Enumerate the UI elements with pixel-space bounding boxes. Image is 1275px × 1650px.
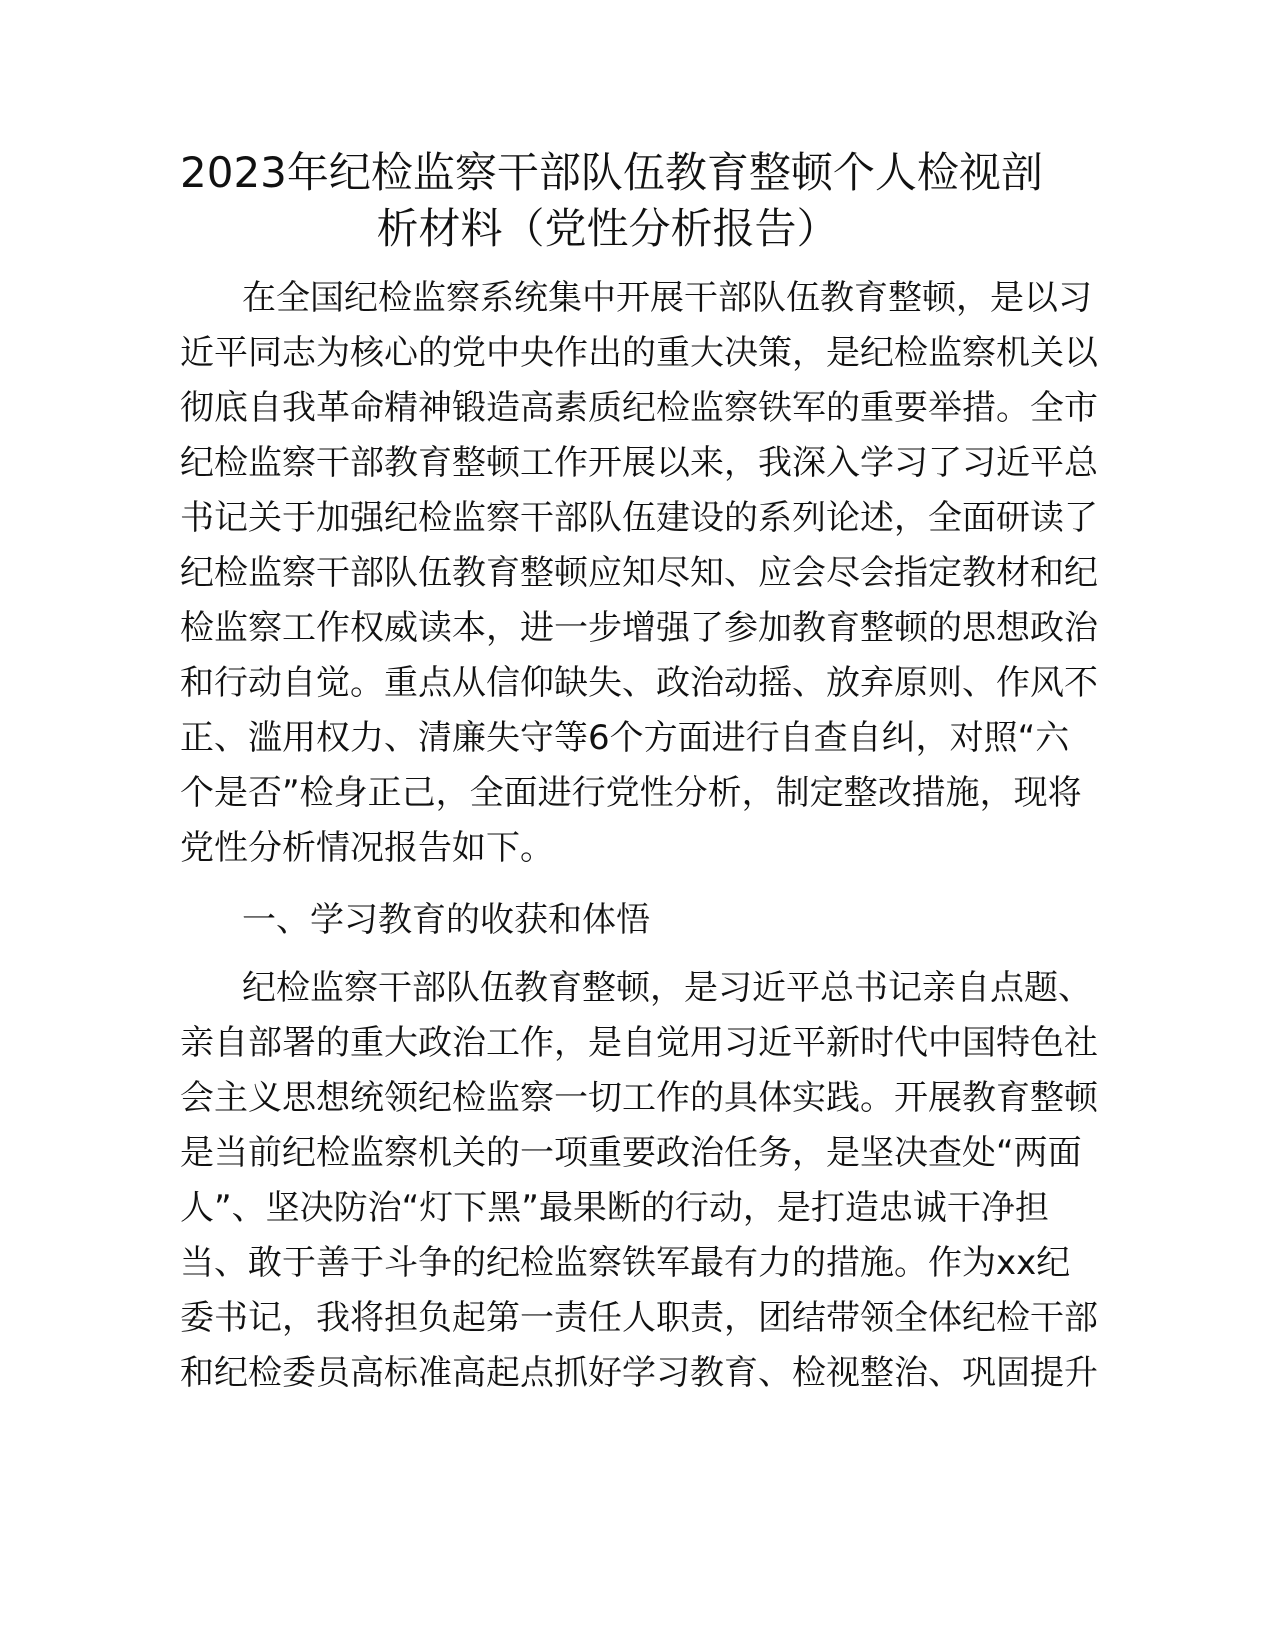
paragraph-line: 检监察工作权威读本，进一步增强了参加教育整顿的思想政治 xyxy=(180,608,1098,648)
paragraph-line: 委书记，我将担负起第一责任人职责，团结带领全体纪检干部 xyxy=(180,1298,1098,1338)
title-line-1: 2023年纪检监察干部队伍教育整顿个人检视剖 xyxy=(180,148,1043,197)
paragraph-line: 和纪检委员高标准高起点抓好学习教育、检视整治、巩固提升 xyxy=(180,1353,1098,1393)
paragraph-line: 人”、坚决防治“灯下黑”最果断的行动，是打造忠诚干净担 xyxy=(180,1188,1049,1228)
paragraph-line: 书记关于加强纪检监察干部队伍建设的系列论述，全面研读了 xyxy=(180,498,1098,538)
document-title xyxy=(180,145,1043,257)
paragraph-line: 和行动自觉。重点从信仰缺失、政治动摇、放弃原则、作风不 xyxy=(180,663,1098,703)
title-line-2: 析材料（党性分析报告） xyxy=(376,204,839,253)
paragraph-line: 会主义思想统领纪检监察一切工作的具体实践。开展教育整顿 xyxy=(180,1078,1098,1118)
paragraph-intro xyxy=(180,271,1098,876)
paragraph-learning xyxy=(180,961,1098,1401)
paragraph-line: 纪检监察干部队伍教育整顿，是习近平总书记亲自点题、 xyxy=(242,968,1092,1008)
document-body xyxy=(180,271,1098,1401)
paragraph-line: 纪检监察干部教育整顿工作开展以来，我深入学习了习近平总 xyxy=(180,443,1098,483)
paragraph-line: 近平同志为核心的党中央作出的重大决策，是纪检监察机关以 xyxy=(180,333,1098,373)
paragraph-line: 党性分析情况报告如下。 xyxy=(180,828,554,868)
paragraph-line: 个是否”检身正己，全面进行党性分析，制定整改措施，现将 xyxy=(180,773,1082,813)
paragraph-line: 亲自部署的重大政治工作，是自觉用习近平新时代中国特色社 xyxy=(180,1023,1098,1063)
paragraph-line: 纪检监察干部队伍教育整顿应知尽知、应会尽会指定教材和纪 xyxy=(180,553,1098,593)
paragraph-line: 正、滥用权力、清廉失守等6个方面进行自查自纠，对照“六 xyxy=(180,718,1070,758)
paragraph-line: 彻底自我革命精神锻造高素质纪检监察铁军的重要举措。全市 xyxy=(180,388,1098,428)
paragraph-line: 在全国纪检监察系统集中开展干部队伍教育整顿，是以习 xyxy=(242,278,1092,318)
paragraph-line: 当、敢于善于斗争的纪检监察铁军最有力的措施。作为xx纪 xyxy=(180,1243,1071,1283)
paragraph-line: 是当前纪检监察机关的一项重要政治任务，是坚决查处“两面 xyxy=(180,1133,1082,1173)
section-heading: 一、学习教育的收获和体悟 xyxy=(242,900,650,940)
